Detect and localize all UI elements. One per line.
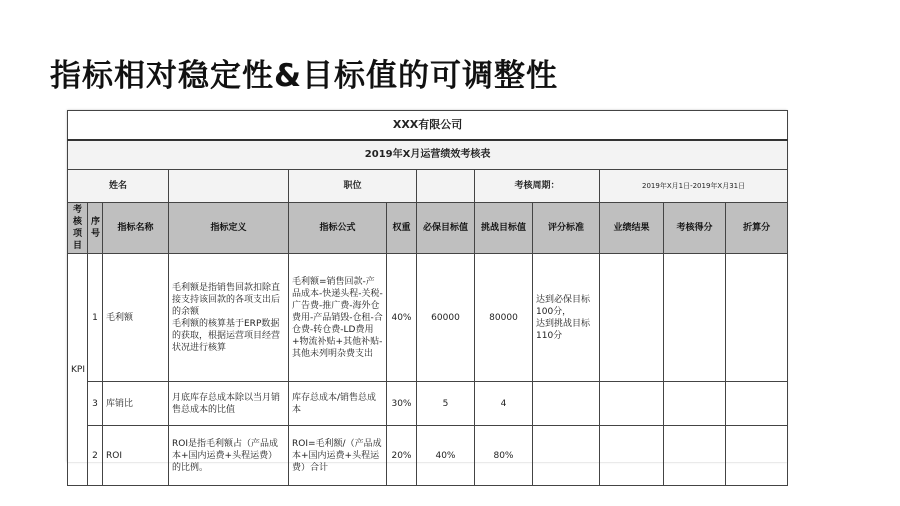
row-definition: 月底库存总成本除以当月销售总成本的比值 xyxy=(169,382,289,426)
row-name: 库销比 xyxy=(103,382,169,426)
kpi-table xyxy=(67,110,788,486)
slide-title: 指标相对稳定性&目标值的可调整性 xyxy=(50,58,559,94)
category-cell: KPI xyxy=(68,254,88,486)
name-label: 姓名 xyxy=(68,170,169,203)
row-formula: ROI=毛利额/（产品成本+国内运费+头程运费）合计 xyxy=(289,426,387,486)
row-no: 1 xyxy=(88,254,103,382)
row-target: 40% xyxy=(417,426,475,486)
period-label: 考核周期： xyxy=(475,170,600,203)
header-target: 必保目标值 xyxy=(417,203,475,254)
position-label: 职位 xyxy=(289,170,417,203)
header-category: 考核项目 xyxy=(68,203,88,254)
row-target: 60000 xyxy=(417,254,475,382)
row-name: ROI xyxy=(103,426,169,486)
table-row xyxy=(68,254,788,382)
row-scoring: 达到必保目标100分， 达到挑战目标110分 xyxy=(533,254,600,382)
header-result: 业绩结果 xyxy=(600,203,664,254)
header-scoring: 评分标准 xyxy=(533,203,600,254)
header-name: 指标名称 xyxy=(103,203,169,254)
row-weight: 20% xyxy=(387,426,417,486)
row-name: 毛利额 xyxy=(103,254,169,382)
row-definition: 毛利额是指销售回款扣除直接支持该回款的各项支出后的余额 毛利额的核算基于ERP数据的获取，根据运营项目经营状况进行核算 xyxy=(169,254,289,382)
row-result xyxy=(600,382,664,426)
row-weight: 40% xyxy=(387,254,417,382)
row-result xyxy=(600,426,664,486)
position-value-cell xyxy=(417,170,475,203)
row-formula: 毛利额=销售回款-产品成本-快递头程-关税-广告费-推广费-海外仓费用-产品销毁-仓租-合仓费-转仓费-LD费用+物流补贴+其他补贴-其他未列明杂费支出 xyxy=(289,254,387,382)
row-converted xyxy=(726,426,788,486)
header-formula: 指标公式 xyxy=(289,203,387,254)
row-no: 2 xyxy=(88,426,103,486)
row-score xyxy=(664,426,726,486)
header-challenge: 挑战目标值 xyxy=(475,203,533,254)
table-row xyxy=(68,382,788,426)
header-definition: 指标定义 xyxy=(169,203,289,254)
name-value-cell xyxy=(169,170,289,203)
row-converted xyxy=(726,382,788,426)
header-converted: 折算分 xyxy=(726,203,788,254)
row-challenge: 80% xyxy=(475,426,533,486)
company-name: XXX有限公司 xyxy=(68,111,788,141)
row-no: 3 xyxy=(88,382,103,426)
row-converted xyxy=(726,254,788,382)
row-weight: 30% xyxy=(387,382,417,426)
row-challenge: 4 xyxy=(475,382,533,426)
header-weight: 权重 xyxy=(387,203,417,254)
table-row xyxy=(68,426,788,486)
row-definition: ROI是指毛利额占（产品成本+国内运费+头程运费）的比例。 xyxy=(169,426,289,486)
header-score: 考核得分 xyxy=(664,203,726,254)
form-title: 2019年X月运营绩效考核表 xyxy=(68,140,788,170)
header-no: 序号 xyxy=(88,203,103,254)
row-scoring xyxy=(533,382,600,426)
row-result xyxy=(600,254,664,382)
period-value: 2019年X月1日-2019年X月31日 xyxy=(600,170,788,203)
row-formula: 库存总成本/销售总成本 xyxy=(289,382,387,426)
row-challenge: 80000 xyxy=(475,254,533,382)
row-target: 5 xyxy=(417,382,475,426)
row-scoring xyxy=(533,426,600,486)
kpi-spreadsheet xyxy=(67,110,787,473)
row-score xyxy=(664,382,726,426)
row-score xyxy=(664,254,726,382)
